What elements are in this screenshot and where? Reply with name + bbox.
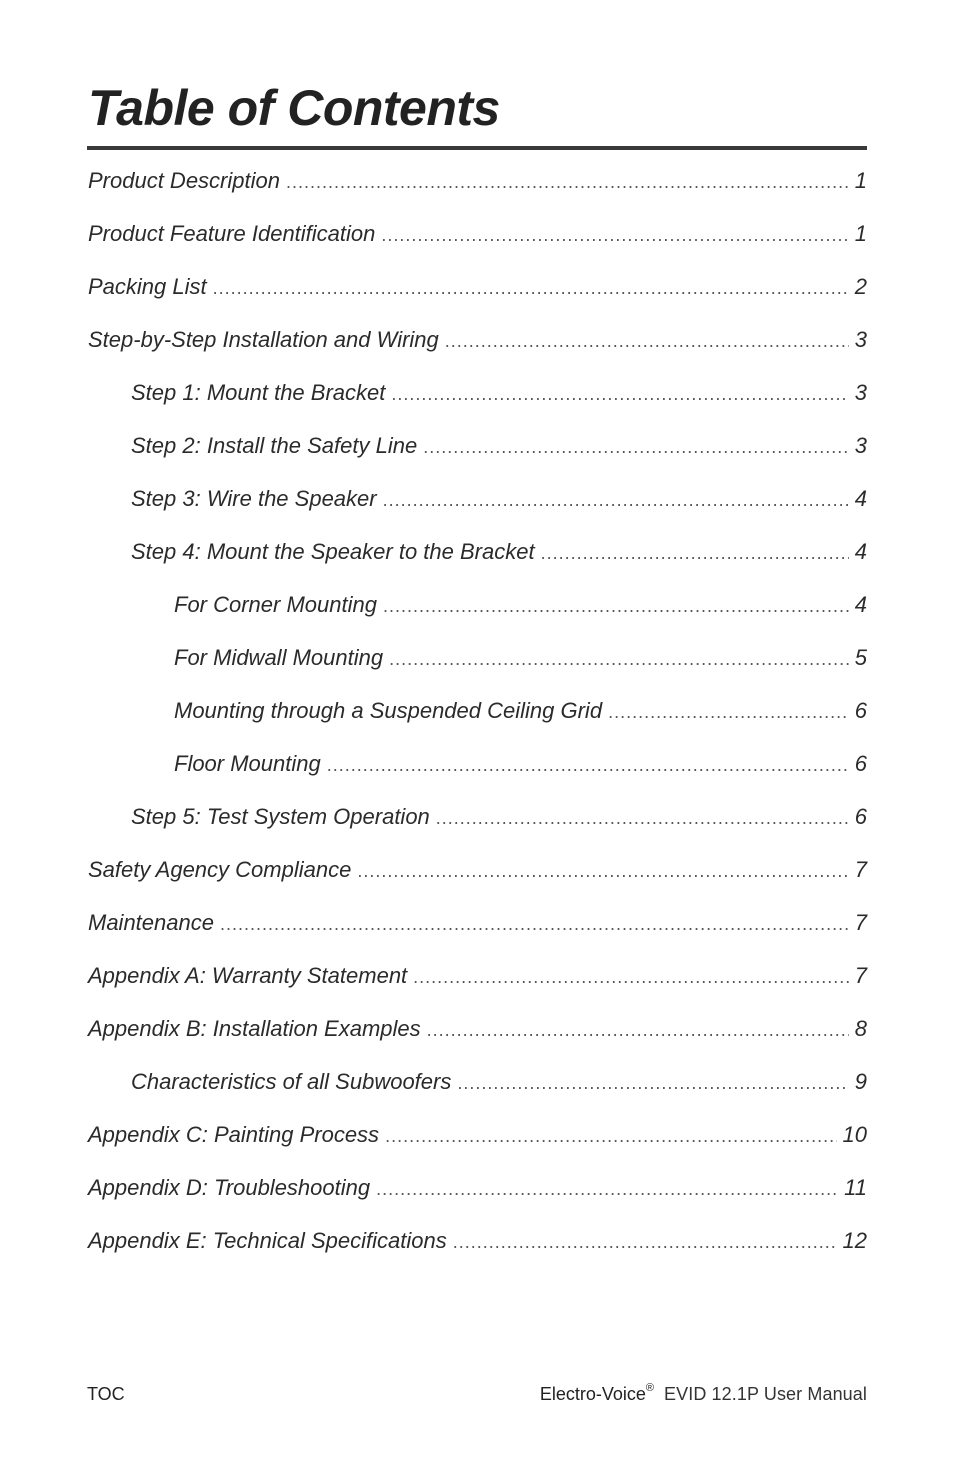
toc-dot-leader — [376, 1173, 838, 1205]
toc-entry[interactable] — [131, 801, 867, 833]
toc-entry[interactable] — [88, 1013, 867, 1045]
toc-dot-leader — [453, 1226, 837, 1258]
toc-dot-leader — [608, 696, 849, 728]
toc-page-number: 12 — [842, 1228, 867, 1253]
toc-dot-leader — [220, 908, 849, 940]
toc-entry[interactable] — [131, 536, 867, 568]
toc-page-number: 1 — [854, 168, 867, 193]
toc-entry[interactable] — [88, 165, 867, 197]
toc-dot-leader — [391, 378, 848, 410]
toc-entry-label: Step 3: Wire the Speaker — [131, 486, 377, 511]
toc-entry-label: Packing List — [88, 274, 207, 299]
toc-dot-leader — [383, 484, 849, 516]
toc-entry-label: Appendix A: Warranty Statement — [88, 963, 408, 988]
toc-page-number: 4 — [854, 592, 867, 617]
toc-entry[interactable] — [131, 377, 867, 409]
toc-entry[interactable] — [88, 907, 867, 939]
toc-entry-label: Appendix B: Installation Examples — [88, 1016, 421, 1041]
toc-entry-label: Appendix D: Troubleshooting — [88, 1175, 371, 1200]
toc-entry-label: Product Description — [88, 168, 280, 193]
toc-entry-label: Step 1: Mount the Bracket — [131, 380, 386, 405]
toc-entry-label: Maintenance — [88, 910, 214, 935]
toc-dot-leader — [286, 166, 849, 198]
toc-entry[interactable] — [174, 642, 867, 674]
toc-entry-label: Step 5: Test System Operation — [131, 804, 430, 829]
toc-entry[interactable] — [131, 483, 867, 515]
toc-dot-leader — [389, 643, 849, 675]
toc-page-number: 5 — [854, 645, 867, 670]
toc-page-number: 7 — [854, 857, 867, 882]
toc-entry-label: Safety Agency Compliance — [88, 857, 352, 882]
toc-entry-label: Appendix E: Technical Specifications — [88, 1228, 447, 1253]
toc-dot-leader — [213, 272, 849, 304]
title-divider — [87, 146, 867, 150]
toc-dot-leader — [381, 219, 848, 251]
toc-page-number: 1 — [854, 221, 867, 246]
toc-page-number: 3 — [854, 380, 867, 405]
toc-entry[interactable] — [174, 589, 867, 621]
toc-entry-label: For Corner Mounting — [174, 592, 377, 617]
toc-entry-label: Floor Mounting — [174, 751, 321, 776]
toc-dot-leader — [541, 537, 849, 569]
toc-page-number: 6 — [854, 698, 867, 723]
toc-entry[interactable] — [174, 748, 867, 780]
toc-entry-label: Step 2: Install the Safety Line — [131, 433, 418, 458]
footer-manual-title — [540, 1384, 867, 1405]
toc-page-number: 4 — [854, 539, 867, 564]
footer-brand: Electro-Voice — [539, 1384, 646, 1404]
toc-entry[interactable] — [88, 1172, 867, 1204]
toc-page-number: 3 — [854, 327, 867, 352]
toc-entry[interactable] — [88, 1119, 867, 1151]
toc-page-number: 9 — [854, 1069, 867, 1094]
footer-manual-name: EVID 12.1P User Manual — [664, 1384, 867, 1404]
toc-entry[interactable] — [88, 324, 867, 356]
toc-page-number: 8 — [854, 1016, 867, 1041]
page-title: Table of Contents — [88, 80, 500, 136]
toc-dot-leader — [327, 749, 849, 781]
toc-dot-leader — [445, 325, 849, 357]
toc-entry-label: Appendix C: Painting Process — [88, 1122, 380, 1147]
footer-section-label: TOC — [87, 1384, 125, 1404]
toc-dot-leader — [357, 855, 848, 887]
toc-entry[interactable] — [131, 1066, 867, 1098]
toc-page-number: 6 — [854, 804, 867, 829]
toc-page-number: 11 — [844, 1175, 867, 1200]
toc-page-number: 6 — [854, 751, 867, 776]
toc-page-number: 2 — [854, 274, 867, 299]
toc-entry-label: Product Feature Identification — [88, 221, 376, 246]
toc-entry-label: Step-by-Step Installation and Wiring — [88, 327, 439, 352]
toc-entry[interactable] — [88, 271, 867, 303]
toc-dot-leader — [383, 590, 849, 622]
toc-entry-label: For Midwall Mounting — [174, 645, 384, 670]
toc-entry[interactable] — [131, 430, 867, 462]
toc-dot-leader — [385, 1120, 836, 1152]
toc-dot-leader — [413, 961, 849, 993]
registered-mark: ® — [645, 1382, 655, 1394]
toc-entry-label: Characteristics of all Subwoofers — [131, 1069, 452, 1094]
toc-page-number: 10 — [842, 1122, 867, 1147]
toc-page-number: 7 — [854, 910, 867, 935]
toc-entry[interactable] — [88, 854, 867, 886]
toc-dot-leader — [457, 1067, 848, 1099]
toc-entry[interactable] — [88, 1225, 867, 1257]
toc-page-number: 3 — [854, 433, 867, 458]
toc-entry[interactable] — [88, 218, 867, 250]
toc-page-number: 7 — [854, 963, 867, 988]
toc-page-number: 4 — [854, 486, 867, 511]
toc-entry[interactable] — [88, 960, 867, 992]
toc-entry-label: Step 4: Mount the Speaker to the Bracket — [131, 539, 535, 564]
toc-entry-label: Mounting through a Suspended Ceiling Grid — [174, 698, 603, 723]
toc-dot-leader — [423, 431, 849, 463]
toc-dot-leader — [427, 1014, 849, 1046]
toc-dot-leader — [436, 802, 849, 834]
toc-entry[interactable] — [174, 695, 867, 727]
